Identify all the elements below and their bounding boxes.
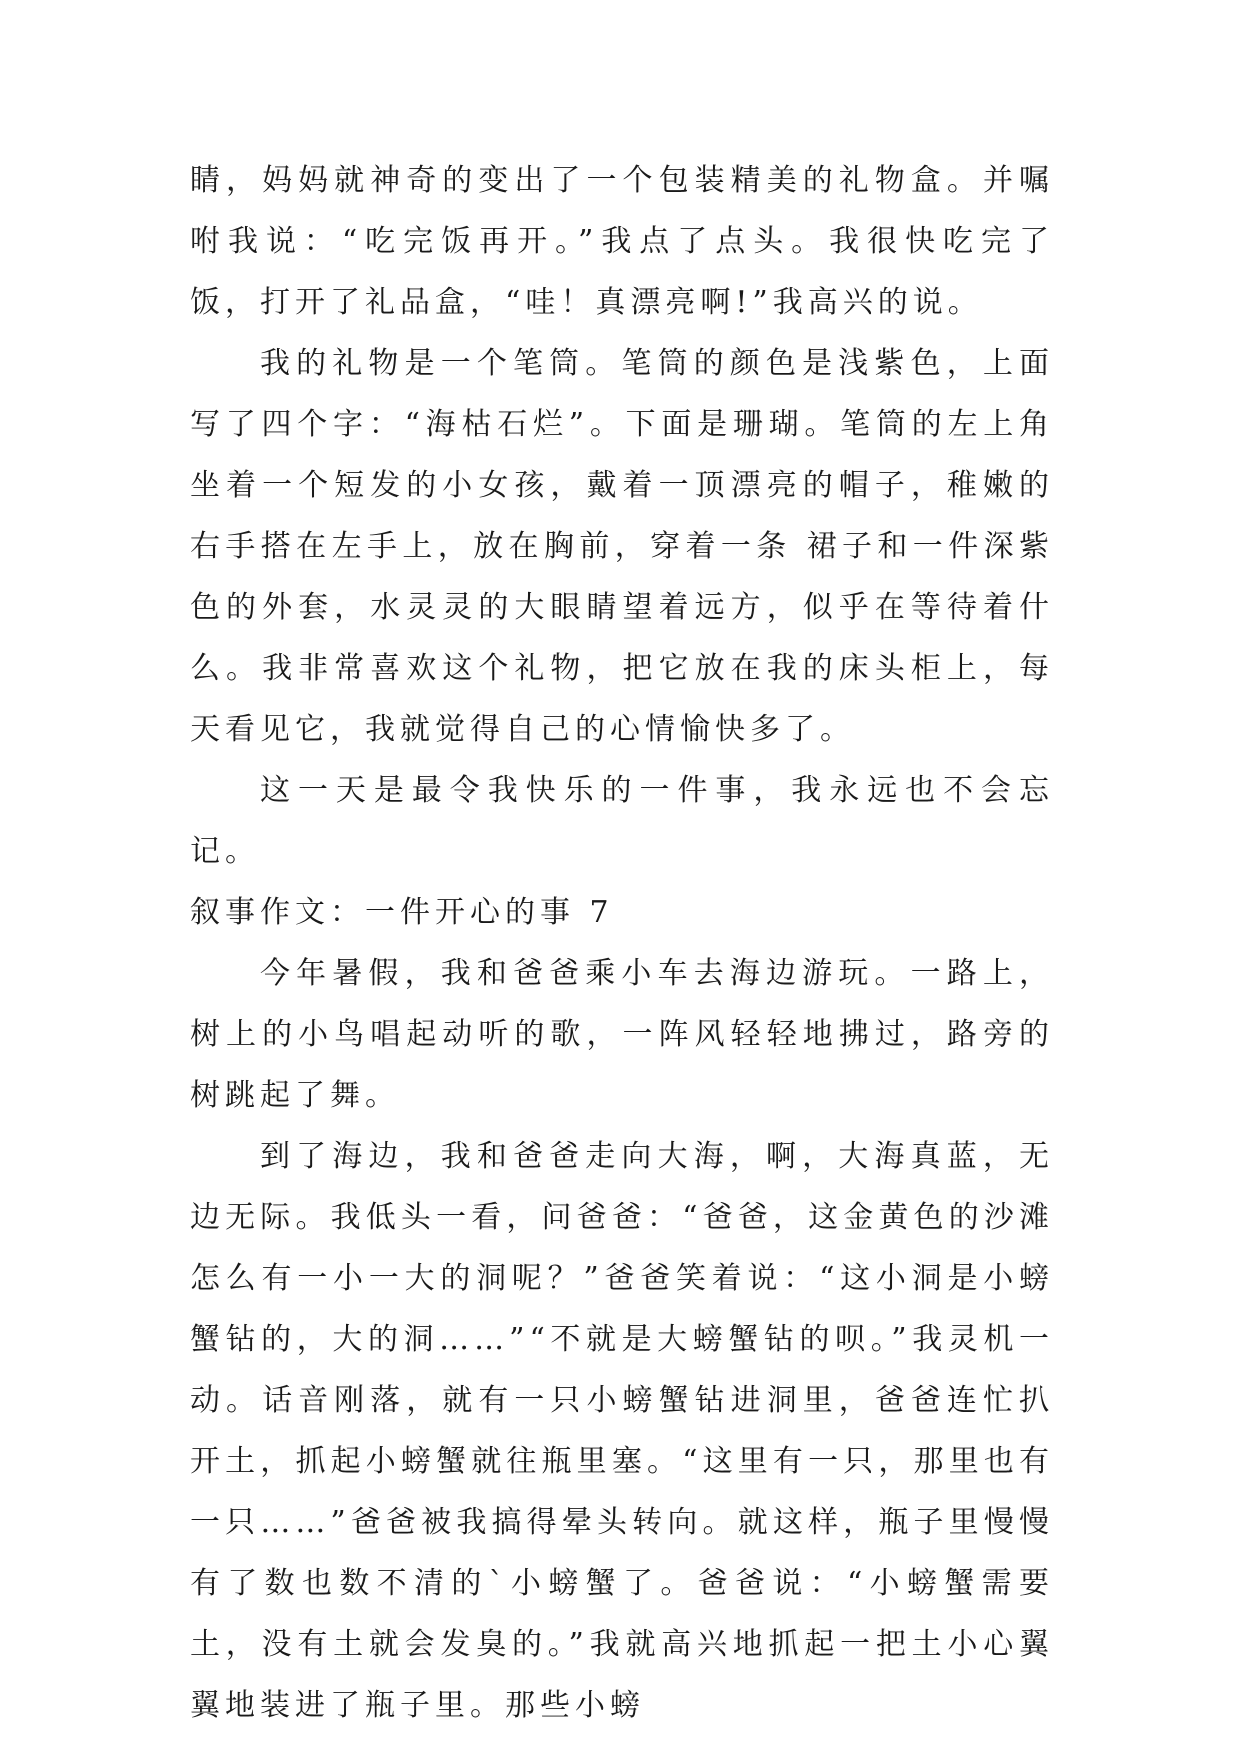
paragraph-happy-day: 这一天是最令我快乐的一件事，我永远也不会忘记。 bbox=[190, 773, 1054, 869]
paragraph-pen-holder: 我的礼物是一个笔筒。笔筒的颜色是浅紫色，上面写了四个字：“海枯石烂”。下面是珊瑚。笔筒的左上角坐着一个短发的小女孩，戴着一顶漂亮的帽子，稚嫩的右手搭在左手上，放在胸前，穿着一条 裙子和一件深紫色的外套，水灵灵的大眼睛望着远方，似乎在等待着什么。我非常喜欢这个礼物，把它放在我的床头柜上，每天看见它，我就觉得自己的心情愉快多了。 bbox=[190, 346, 1054, 747]
document-page bbox=[190, 150, 1054, 1736]
paragraph-gift-box: 睛，妈妈就神奇的变出了一个包装精美的礼物盒。并嘱咐我说：“吃完饭再开。”我点了点头。我很快吃完了饭，打开了礼品盒，“哇！真漂亮啊!”我高兴的说。 bbox=[190, 163, 1054, 320]
paragraph-summer-trip: 今年暑假，我和爸爸乘小车去海边游玩。一路上，树上的小鸟唱起动听的歌，一阵风轻轻地拂过，路旁的树跳起了舞。 bbox=[190, 956, 1054, 1113]
essay-heading: 叙事作文：一件开心的事 7 bbox=[190, 895, 614, 930]
paragraph-crabs: 到了海边，我和爸爸走向大海，啊，大海真蓝，无边无际。我低头一看，问爸爸：“爸爸，这金黄色的沙滩怎么有一小一大的洞呢？”爸爸笑着说：“这小洞是小螃蟹钻的，大的洞……”“不就是大螃蟹钻的呗。”我灵机一动。话音刚落，就有一只小螃蟹钻进洞里，爸爸连忙扒开土，抓起小螃蟹就往瓶里塞。“这里有一只，那里也有一只……”爸爸被我搞得晕头转向。就这样，瓶子里慢慢有了数也数不清的`小螃蟹了。爸爸说：“小螃蟹需要土，没有土就会发臭的。”我就高兴地抓起一把土小心翼翼地装进了瓶子里。那些小螃 bbox=[190, 1139, 1054, 1723]
